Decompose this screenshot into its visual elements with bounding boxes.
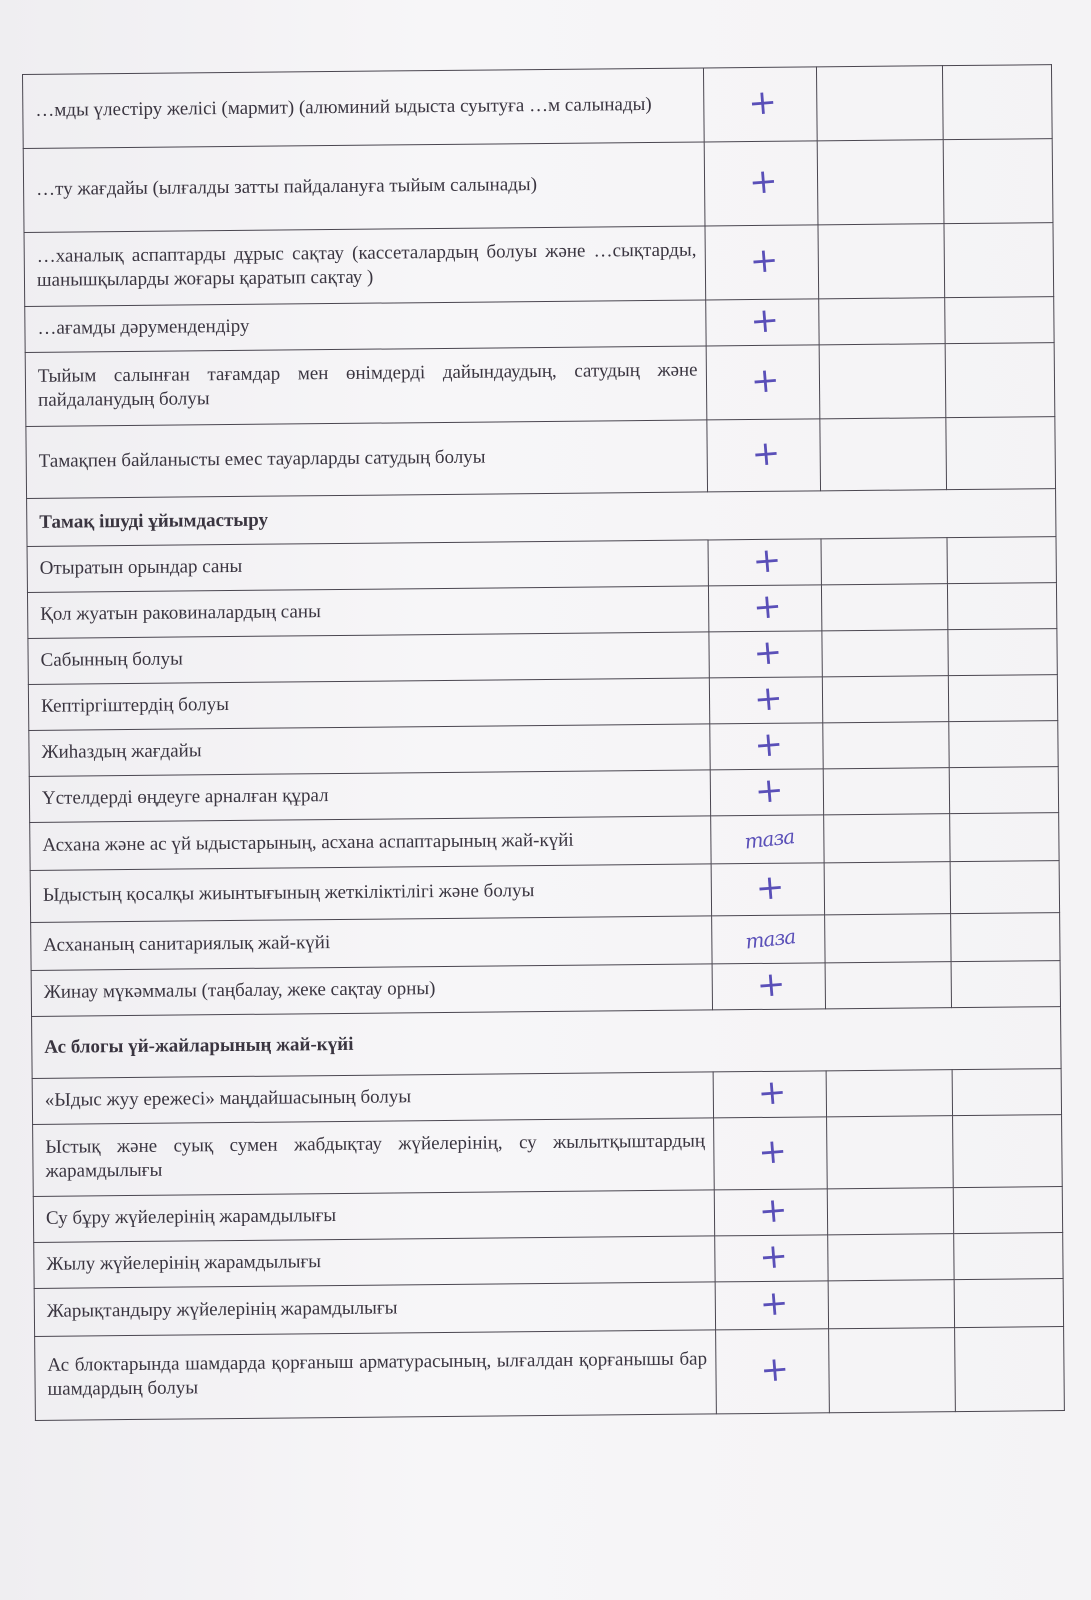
section-title: Ас блогы үй-жайларының жай-күйі [32,1007,1062,1079]
mark-cell [704,141,818,226]
checklist-item-text: Үстелдерді өңдеуге арналған құрал [29,770,710,823]
handwritten-mark: + [750,539,783,582]
mark-cell [714,1189,828,1236]
handwritten-mark: + [751,631,784,674]
mark-cell [705,225,819,300]
empty-cell [826,1070,952,1117]
mark-cell [705,299,819,346]
checklist-row [25,343,1055,427]
handwritten-mark: + [756,1130,789,1173]
empty-cell [823,722,949,769]
empty-cell [817,140,944,225]
empty-cell [819,298,945,345]
checklist-table [22,64,1065,1421]
checklist-item-text: Жарықтандыру жүйелерінің жарамдылығы [34,1282,715,1337]
checklist-item-text: Су бұру жүйелерінің жарамдылығы [33,1190,714,1243]
checklist-row [26,417,1056,499]
empty-cell [823,768,949,815]
checklist-item-text: Асхананың санитариялық жай-күйі [31,916,712,971]
checklist-item-text: …мды үлестіру желісі (мармит) (алюминий ыдыста суытуға …м салынады) [23,68,704,149]
empty-cell [948,675,1057,722]
mark-cell [711,915,825,964]
mark-cell [710,815,824,864]
empty-cell [948,629,1057,676]
empty-cell [824,862,950,915]
empty-cell [825,914,951,963]
mark-cell [715,1281,829,1330]
checklist-item-text: Сабынның болуы [28,632,709,685]
handwritten-mark: + [756,1189,789,1232]
handwritten-mark: + [752,769,785,812]
empty-cell [822,676,948,723]
handwritten-mark: таза [743,823,796,854]
checklist-item-text: «Ыдыс жуу ережесі» маңдайшасының болуы [32,1072,713,1125]
handwritten-mark: + [757,1235,790,1278]
checklist-item-text: Отыратын орындар саны [27,540,708,593]
mark-cell [707,419,821,492]
empty-cell [947,537,1056,584]
empty-cell [954,1279,1064,1328]
mark-cell [708,539,822,586]
checklist-item-text: Ас блоктарында шамдарда қорғаныш арматурасының, ылғалдан қорғанышы бар шамдардың болуы [35,1330,716,1421]
checklist-item-text: …ту жағдайы (ылғалды затты пайдалануға тыйым салынады) [23,142,704,233]
empty-cell [944,223,1054,298]
checklist-item-text: Асхана және ас үй ыдыстарының, асхана аспаптарының жай-күйі [30,816,711,871]
empty-cell [827,1116,954,1189]
empty-cell [822,630,948,677]
empty-cell [942,65,1052,140]
handwritten-mark: + [757,1282,790,1325]
handwritten-mark: + [746,81,778,124]
empty-cell [951,913,1061,962]
handwritten-mark: + [747,239,780,282]
mark-cell [709,631,823,678]
mark-cell [715,1329,829,1414]
empty-cell [943,139,1053,224]
checklist-item-text: …ханалық аспаптарды дұрыс сақтау (кассеталардың болуы және …сықтарды, шанышқыларды жоғары қаратып сақтау ) [24,226,705,307]
empty-cell [824,814,950,863]
empty-cell [950,861,1060,914]
empty-cell [816,66,943,141]
section-header-row [32,1007,1062,1079]
handwritten-mark: + [752,677,784,720]
checklist-row [24,223,1054,307]
handwritten-mark: + [747,160,779,203]
empty-cell [945,343,1055,418]
checklist-row [35,1327,1065,1421]
empty-cell [953,1187,1062,1234]
empty-cell [819,344,946,419]
checklist-item-text: Жинау мүкәммалы (таңбалау, жеке сақтау орны) [31,964,712,1017]
checklist-item-text: Ыдыстың қосалқы жиынтығының жеткіліктілігі және болуы [30,864,711,923]
handwritten-mark: + [748,299,781,342]
empty-cell [820,418,947,491]
handwritten-mark: таза [744,923,797,954]
mark-cell [713,1071,827,1118]
empty-cell [955,1327,1065,1412]
checklist-item-text: …ағамды дәрумендендіру [25,300,706,353]
mark-cell [708,585,822,632]
empty-cell [946,417,1056,490]
mark-cell [711,863,825,916]
checklist-item-text: Кептіргіштердің болуы [28,678,709,731]
empty-cell [828,1280,954,1329]
checklist-item-text: Жиһаздың жағдайы [29,724,710,777]
handwritten-mark: + [751,585,783,628]
mark-cell [713,1117,827,1190]
checklist-item-text: Тыйым салынған тағамдар мен өнімдерді дайындаудың, сатудың және пайдаланудың болуы [25,346,706,427]
handwritten-mark: + [758,1348,791,1391]
checklist-row [33,1115,1063,1197]
empty-cell [821,538,947,585]
checklist-row [23,65,1053,149]
empty-cell [827,1188,953,1235]
empty-cell [829,1328,956,1413]
section-title: Тамақ ішуді ұйымдастыру [27,489,1056,547]
mark-cell [709,677,823,724]
empty-cell [951,961,1060,1008]
empty-cell [947,583,1056,630]
empty-cell [821,584,947,631]
checklist-row [23,139,1053,233]
checklist-item-text: Жылу жүйелерінің жарамдылығы [34,1236,715,1289]
mark-cell [703,67,817,142]
empty-cell [945,297,1054,344]
empty-cell [949,767,1058,814]
empty-cell [949,721,1058,768]
handwritten-mark: + [755,1071,788,1114]
checklist-item-text: Қол жуатын раковиналардың саны [27,586,708,639]
handwritten-mark: + [754,963,787,1006]
empty-cell [952,1115,1062,1188]
handwritten-mark: + [749,432,782,475]
handwritten-mark: + [749,359,781,402]
empty-cell [952,1069,1061,1116]
mark-cell [710,769,824,816]
empty-cell [828,1234,954,1281]
mark-cell [714,1235,828,1282]
mark-cell [706,345,820,420]
checklist-item-text: Ыстық және суық сумен жабдықтау жүйелерінің, су жылытқыштардың жарамдылығы [33,1118,714,1197]
empty-cell [954,1233,1063,1280]
empty-cell [818,224,945,299]
mark-cell [712,963,826,1010]
empty-cell [825,962,951,1009]
empty-cell [950,813,1060,862]
handwritten-mark: + [752,723,785,766]
mark-cell [709,723,823,770]
handwritten-mark: + [753,866,786,909]
checklist-item-text: Тамақпен байланысты емес тауарларды сатудың болуы [26,420,707,499]
